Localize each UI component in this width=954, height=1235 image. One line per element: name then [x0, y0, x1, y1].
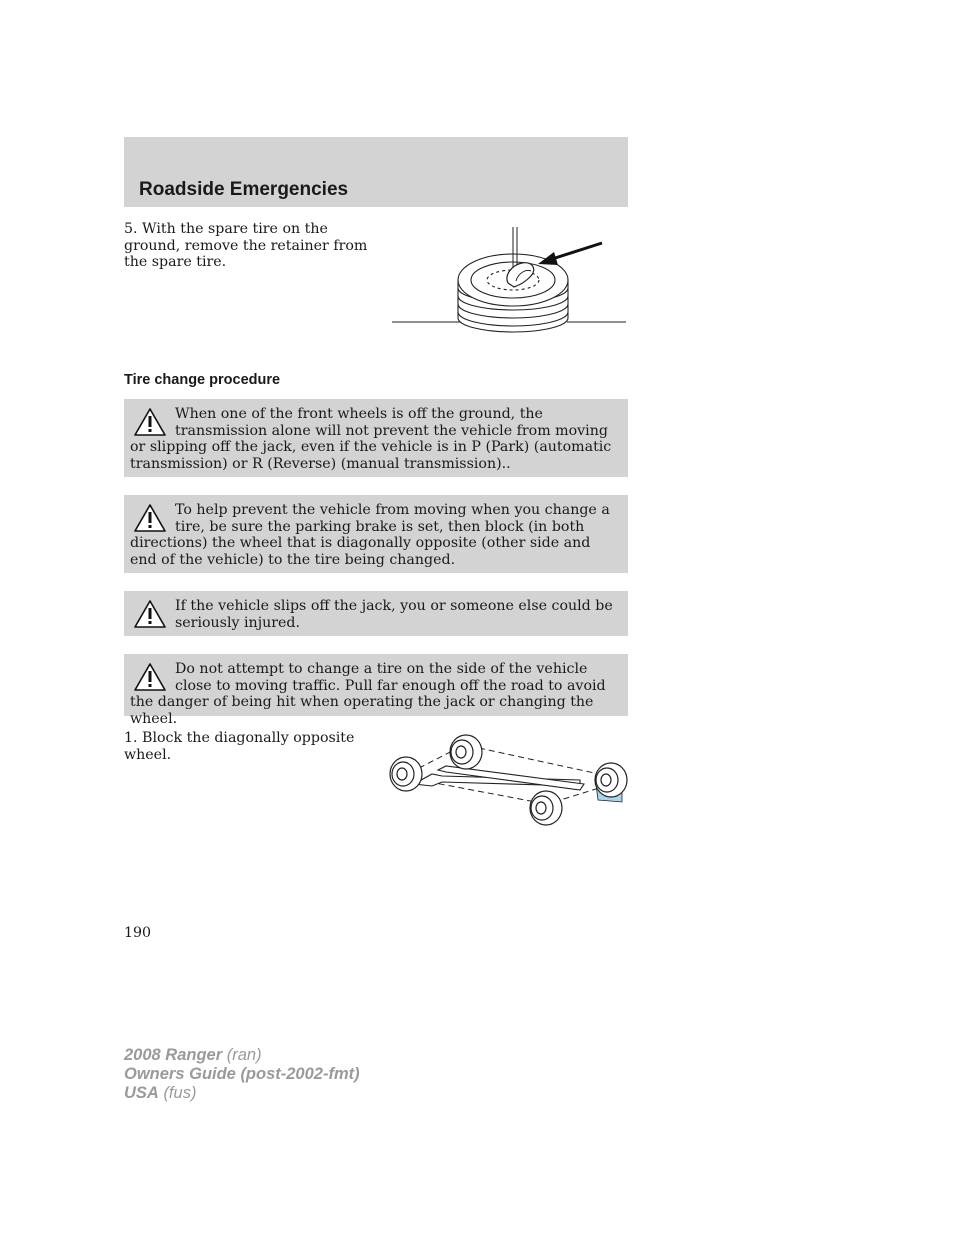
step-1-text: 1. Block the diagonally opposite wheel.: [124, 730, 355, 763]
wheel-block-diagram: [384, 730, 632, 830]
warning-triangle-icon: [133, 599, 167, 629]
warning-box-3: [124, 591, 628, 636]
warning-text-2: To help prevent the vehicle from moving when you change a tire, be sure the parking brake is set, then block (in both directions) the wheel that is diagonally opposite (other side and end of the vehicle) to the tire being changed.: [130, 502, 610, 569]
warning-triangle-icon: [133, 662, 167, 692]
section-title: Roadside Emergencies: [139, 179, 349, 200]
footer-market: USA: [124, 1084, 159, 1102]
warning-box-2: [124, 495, 628, 573]
warning-box-4: [124, 654, 628, 728]
footer-model-line: [124, 1046, 360, 1065]
warning-triangle-icon: [133, 407, 167, 437]
footer-model-code: (ran): [226, 1046, 262, 1064]
footer-market-line: [124, 1084, 360, 1103]
spare-tire-illustration: [390, 225, 630, 335]
footer-guide: Owners Guide (post-2002-fmt): [124, 1065, 360, 1083]
warning-box-1: [124, 399, 628, 477]
step-5-text: 5. With the spare tire on the ground, remove the retainer from the spare tire.: [124, 221, 368, 271]
footer-market-code: (fus): [163, 1084, 197, 1102]
warning-text-4: Do not attempt to change a tire on the side of the vehicle close to moving traffic. Pull far enough off the road to avoid the danger of being hit when operating the jack or changing the wheel.: [130, 661, 606, 728]
section-header-band: [124, 137, 628, 207]
warning-text-1: When one of the front wheels is off the ground, the transmission alone will not prevent the vehicle from moving or slipping off the jack, even if the vehicle is in P (Park) (automatic transmission) or R (Reverse) (manual transmission)..: [130, 406, 612, 473]
footer-model: 2008 Ranger: [124, 1046, 223, 1064]
procedure-heading: Tire change procedure: [124, 372, 281, 388]
warning-triangle-icon: [133, 503, 167, 533]
warning-text-3: If the vehicle slips off the jack, you or someone else could be seriously injured.: [175, 598, 613, 631]
page-number: 190: [124, 925, 152, 941]
document-footer: [124, 1046, 360, 1103]
